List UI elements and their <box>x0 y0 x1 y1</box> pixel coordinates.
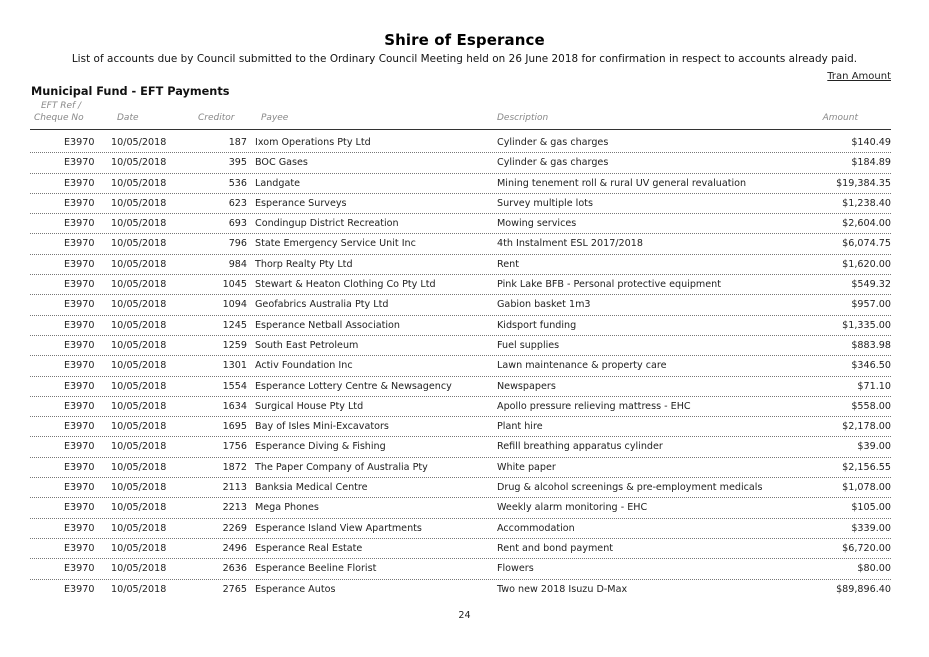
cell-description: Rent <box>497 258 519 270</box>
table-row <box>0 255 929 275</box>
table-row <box>0 580 929 600</box>
cell-date: 10/05/2018 <box>111 339 167 351</box>
cell-eft-ref: E3970 <box>64 400 95 412</box>
cell-payee: Activ Foundation Inc <box>255 360 353 372</box>
cell-date: 10/05/2018 <box>111 461 167 473</box>
cell-amount: $1,238.40 <box>842 197 891 209</box>
cell-description: Drug & alcohol screenings & pre-employment medicals <box>497 482 763 494</box>
cell-payee: Esperance Surveys <box>255 197 347 209</box>
cell-creditor: 187 <box>228 137 247 148</box>
cell-description: Cylinder & gas charges <box>497 137 609 148</box>
cell-amount: $105.00 <box>851 502 891 514</box>
document-subtitle: List of accounts due by Council submitted to the Ordinary Council Meeting held on 26 June 2018 for confirmation in respect to accounts already paid. <box>71 53 858 65</box>
cell-eft-ref: E3970 <box>64 542 95 554</box>
cell-creditor: 1259 <box>222 339 247 351</box>
cell-date: 10/05/2018 <box>111 583 167 595</box>
cell-payee: Esperance Diving & Fishing <box>255 441 386 453</box>
cell-creditor: 796 <box>228 238 247 250</box>
cell-payee: Stewart & Heaton Clothing Co Pty Ltd <box>255 279 436 291</box>
cell-payee: BOC Gases <box>255 157 308 169</box>
cell-payee: Esperance Beeline Florist <box>255 563 377 575</box>
cell-creditor: 623 <box>228 197 247 209</box>
table-row <box>0 437 929 457</box>
cell-description: Flowers <box>497 563 534 575</box>
cell-payee: Geofabrics Australia Pty Ltd <box>255 299 389 311</box>
header-ref-line1: EFT Ref / <box>41 101 82 111</box>
cell-eft-ref: E3970 <box>64 522 95 534</box>
table-row <box>0 174 929 194</box>
cell-date: 10/05/2018 <box>111 441 167 453</box>
cell-amount: $6,074.75 <box>842 238 891 250</box>
cell-description: Newspapers <box>497 380 556 392</box>
cell-amount: $957.00 <box>851 299 891 311</box>
cell-date: 10/05/2018 <box>111 319 167 331</box>
cell-creditor: 1245 <box>222 319 247 331</box>
cell-description: Rent and bond payment <box>497 542 614 554</box>
cell-payee: Esperance Autos <box>255 583 336 595</box>
cell-payee: Mega Phones <box>255 502 319 514</box>
cell-amount: $558.00 <box>851 400 891 412</box>
table-row <box>0 458 929 478</box>
cell-description: Pink Lake BFB - Personal protective equipment <box>497 279 721 291</box>
cell-eft-ref: E3970 <box>64 360 95 372</box>
cell-payee: South East Petroleum <box>255 339 359 351</box>
cell-amount: $1,078.00 <box>842 482 891 494</box>
cell-date: 10/05/2018 <box>111 299 167 311</box>
cell-description: Mowing services <box>497 218 577 230</box>
cell-payee: Landgate <box>255 177 301 189</box>
cell-date: 10/05/2018 <box>111 218 167 230</box>
cell-payee: Bay of Isles Mini-Excavators <box>255 421 389 433</box>
header-creditor: Creditor <box>198 113 235 123</box>
cell-payee: Condingup District Recreation <box>255 218 399 230</box>
header-ref-line2: Cheque No <box>34 113 84 123</box>
cell-amount: $339.00 <box>851 522 891 534</box>
cell-creditor: 1695 <box>222 421 247 433</box>
header-amount: Amount <box>822 113 858 123</box>
cell-payee: State Emergency Service Unit Inc <box>255 238 416 250</box>
cell-eft-ref: E3970 <box>64 319 95 331</box>
cell-date: 10/05/2018 <box>111 258 167 270</box>
cell-description: Survey multiple lots <box>497 197 593 209</box>
header-divider <box>30 129 891 130</box>
cell-payee: Esperance Lottery Centre & Newsagency <box>255 380 452 392</box>
table-row <box>0 133 929 153</box>
cell-amount: $71.10 <box>857 380 891 392</box>
cell-creditor: 2113 <box>222 482 247 494</box>
table-row <box>0 336 929 356</box>
cell-description: White paper <box>497 461 556 473</box>
cell-date: 10/05/2018 <box>111 157 167 169</box>
cell-payee: The Paper Company of Australia Pty <box>255 461 428 473</box>
cell-description: Lawn maintenance & property care <box>497 360 667 372</box>
cell-description: Gabion basket 1m3 <box>497 299 591 311</box>
table-row <box>0 397 929 417</box>
section-title: Municipal Fund - EFT Payments <box>31 85 230 98</box>
cell-amount: $346.50 <box>851 360 891 372</box>
cell-amount: $883.98 <box>851 339 891 351</box>
cell-date: 10/05/2018 <box>111 380 167 392</box>
cell-eft-ref: E3970 <box>64 421 95 433</box>
cell-eft-ref: E3970 <box>64 380 95 392</box>
cell-date: 10/05/2018 <box>111 542 167 554</box>
cell-date: 10/05/2018 <box>111 137 167 148</box>
cell-amount: $1,335.00 <box>842 319 891 331</box>
cell-amount: $549.32 <box>851 279 891 291</box>
cell-description: Weekly alarm monitoring - EHC <box>497 502 648 514</box>
cell-amount: $1,620.00 <box>842 258 891 270</box>
cell-eft-ref: E3970 <box>64 299 95 311</box>
table-row <box>0 295 929 315</box>
cell-amount: $2,604.00 <box>842 218 891 230</box>
cell-amount: $2,156.55 <box>842 461 891 473</box>
document-title: Shire of Esperance <box>384 31 545 49</box>
cell-date: 10/05/2018 <box>111 177 167 189</box>
cell-date: 10/05/2018 <box>111 421 167 433</box>
cell-creditor: 2213 <box>222 502 247 514</box>
cell-date: 10/05/2018 <box>111 279 167 291</box>
cell-payee: Surgical House Pty Ltd <box>255 400 364 412</box>
cell-description: Accommodation <box>497 522 575 534</box>
cell-amount: $19,384.35 <box>836 177 891 189</box>
table-row <box>0 539 929 559</box>
tran-amount-label: Tran Amount <box>827 71 891 82</box>
cell-amount: $39.00 <box>857 441 891 453</box>
table-row <box>0 153 929 173</box>
cell-date: 10/05/2018 <box>111 563 167 575</box>
table-row <box>0 559 929 579</box>
cell-amount: $2,178.00 <box>842 421 891 433</box>
cell-eft-ref: E3970 <box>64 583 95 595</box>
cell-description: Fuel supplies <box>497 339 560 351</box>
cell-amount: $184.89 <box>851 157 891 169</box>
cell-creditor: 1045 <box>222 279 247 291</box>
cell-creditor: 2269 <box>222 522 247 534</box>
cell-description: Cylinder & gas charges <box>497 157 609 169</box>
cell-amount: $80.00 <box>857 563 891 575</box>
cell-creditor: 1554 <box>222 380 247 392</box>
cell-payee: Esperance Real Estate <box>255 542 363 554</box>
table-row <box>0 316 929 336</box>
cell-description: Plant hire <box>497 421 543 433</box>
payments-table <box>0 133 929 600</box>
cell-date: 10/05/2018 <box>111 400 167 412</box>
cell-creditor: 395 <box>228 157 247 169</box>
cell-eft-ref: E3970 <box>64 339 95 351</box>
header-payee: Payee <box>261 113 289 123</box>
cell-payee: Ixom Operations Pty Ltd <box>255 137 371 148</box>
table-row <box>0 417 929 437</box>
header-date: Date <box>117 113 139 123</box>
cell-description: Refill breathing apparatus cylinder <box>497 441 663 453</box>
cell-payee: Esperance Island View Apartments <box>255 522 422 534</box>
cell-description: Apollo pressure relieving mattress - EHC <box>497 400 691 412</box>
cell-amount: $6,720.00 <box>842 542 891 554</box>
cell-payee: Banksia Medical Centre <box>255 482 368 494</box>
cell-description: Two new 2018 Isuzu D-Max <box>497 583 628 595</box>
table-row <box>0 478 929 498</box>
cell-creditor: 2636 <box>222 563 247 575</box>
table-row <box>0 498 929 518</box>
table-row <box>0 214 929 234</box>
cell-eft-ref: E3970 <box>64 482 95 494</box>
cell-eft-ref: E3970 <box>64 238 95 250</box>
cell-creditor: 1094 <box>222 299 247 311</box>
table-row <box>0 275 929 295</box>
cell-date: 10/05/2018 <box>111 522 167 534</box>
cell-payee: Esperance Netball Association <box>255 319 400 331</box>
cell-creditor: 1756 <box>222 441 247 453</box>
cell-eft-ref: E3970 <box>64 218 95 230</box>
cell-date: 10/05/2018 <box>111 197 167 209</box>
cell-date: 10/05/2018 <box>111 482 167 494</box>
cell-eft-ref: E3970 <box>64 563 95 575</box>
cell-creditor: 1301 <box>222 360 247 372</box>
cell-eft-ref: E3970 <box>64 157 95 169</box>
cell-eft-ref: E3970 <box>64 258 95 270</box>
cell-creditor: 693 <box>228 218 247 230</box>
table-row <box>0 194 929 214</box>
cell-eft-ref: E3970 <box>64 279 95 291</box>
cell-creditor: 984 <box>228 258 247 270</box>
cell-eft-ref: E3970 <box>64 137 95 148</box>
table-row <box>0 519 929 539</box>
page-number: 24 <box>458 610 471 621</box>
cell-amount: $140.49 <box>851 137 891 148</box>
table-row <box>0 356 929 376</box>
cell-date: 10/05/2018 <box>111 360 167 372</box>
cell-description: 4th Instalment ESL 2017/2018 <box>497 238 643 250</box>
table-row <box>0 234 929 254</box>
cell-eft-ref: E3970 <box>64 197 95 209</box>
cell-payee: Thorp Realty Pty Ltd <box>255 258 353 270</box>
cell-eft-ref: E3970 <box>64 177 95 189</box>
cell-creditor: 2765 <box>222 583 247 595</box>
cell-creditor: 536 <box>228 177 247 189</box>
cell-date: 10/05/2018 <box>111 502 167 514</box>
cell-eft-ref: E3970 <box>64 502 95 514</box>
cell-date: 10/05/2018 <box>111 238 167 250</box>
cell-eft-ref: E3970 <box>64 461 95 473</box>
cell-creditor: 2496 <box>222 542 247 554</box>
cell-creditor: 1872 <box>222 461 247 473</box>
cell-description: Mining tenement roll & rural UV general revaluation <box>497 177 747 189</box>
cell-eft-ref: E3970 <box>64 441 95 453</box>
cell-creditor: 1634 <box>222 400 247 412</box>
cell-description: Kidsport funding <box>497 319 577 331</box>
table-row <box>0 377 929 397</box>
cell-amount: $89,896.40 <box>836 583 891 595</box>
header-description: Description <box>497 113 549 123</box>
